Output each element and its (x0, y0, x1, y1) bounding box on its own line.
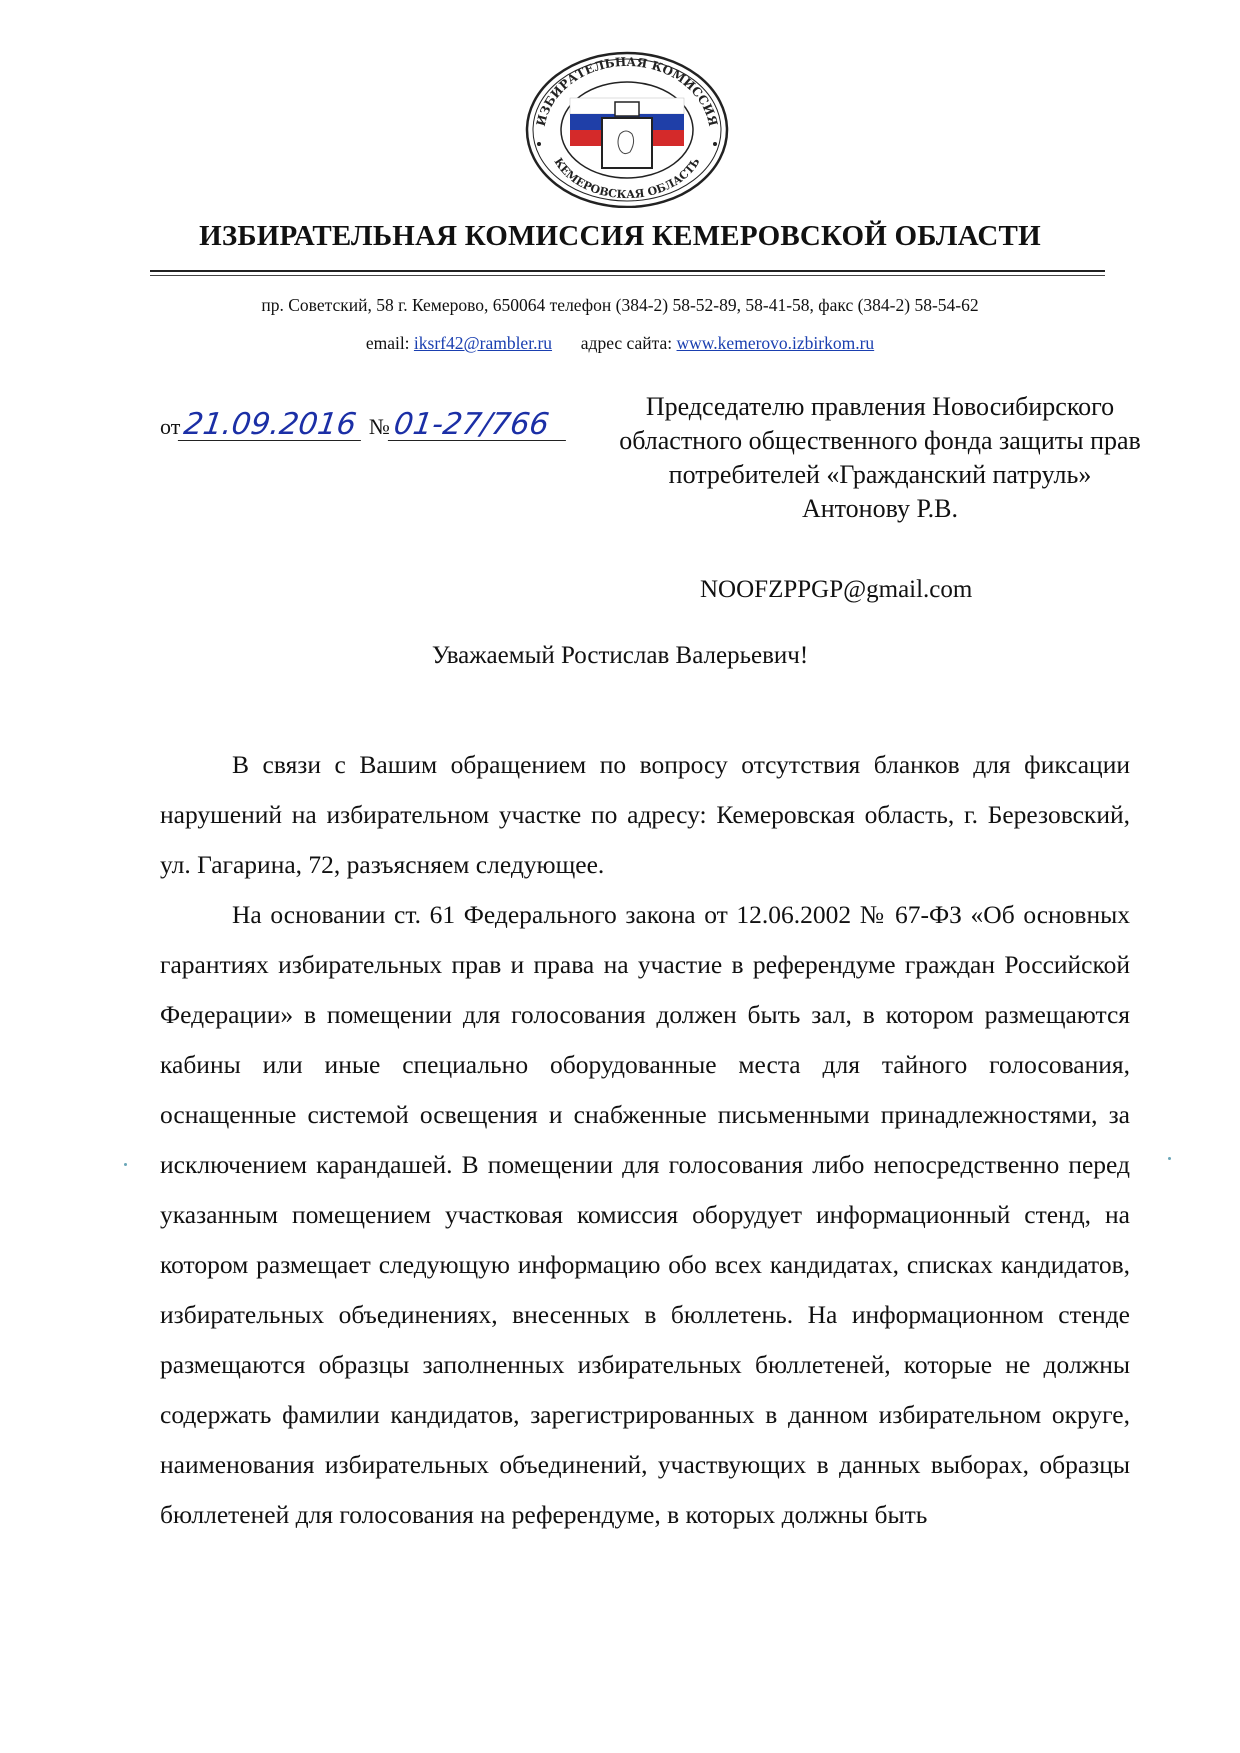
organization-title: ИЗБИРАТЕЛЬНАЯ КОМИССИЯ КЕМЕРОВСКОЙ ОБЛАСТИ (199, 220, 1041, 252)
site-label: адрес сайта: (580, 333, 673, 353)
scan-speck (124, 1163, 127, 1166)
addressee-block (560, 390, 1200, 526)
emblem-text-top: ИЗБИРАТЕЛЬНАЯ КОМИССИЯ (533, 54, 721, 128)
number-label: № (368, 414, 390, 439)
addressee-line-1: Председателю правления Новосибирского (645, 392, 1115, 421)
scan-speck (1168, 1157, 1171, 1160)
contact-line (0, 333, 1240, 354)
header-rule (150, 270, 1105, 272)
greeting: Уважаемый Ростислав Валерьевич! (431, 642, 809, 669)
addressee-line-3: потребителей «Гражданский патруль» (668, 460, 1092, 489)
addressee-line-2: областного общественного фонда защиты прав (619, 426, 1141, 455)
addressee-name: Антонову Р.В. (801, 494, 959, 523)
body-paragraph-1: В связи с Вашим обращением по вопросу отсутствия бланков для фиксации нарушений на избирательном участке по адресу: Кемеровская область, г. Березовский, ул. Гагарина, 72, разъясняем следующее. (160, 750, 1130, 879)
body-paragraph-2: На основании ст. 61 Федерального закона от 12.06.2002 № 67-ФЗ «Об основных гарантиях избирательных прав и права на участие в референдуме граждан Российской Федерации» в помещении для голосования должен быть зал, в котором размещаются кабины или иные специально оборудованные места для тайного голосования, оснащенные системой освещения и снабженные письменными принадлежностями, за исключением карандашей. В помещении для голосования либо непосредственно перед указанным помещением участковая комиссия оборудует информационный стенд, на котором размещает следующую информацию обо всех кандидатах, списках кандидатов, избирательных объединениях, внесенных в бюллетень. На информационном стенде размещаются образцы заполненных избирательных бюллетеней, которые не должны содержать фамилии кандидатов, зарегистрированных в данном избирательном округе, наименования избирательных объединений, участвующих в данных выборах, образцы бюллетеней для голосования на референдуме, в которых должны быть (160, 900, 1130, 1529)
letter-body (160, 740, 1130, 1540)
from-label: от (160, 414, 181, 439)
emblem-text-bottom: КЕМЕРОВСКАЯ ОБЛАСТЬ (551, 155, 703, 202)
recipient-email: NOOFZPPGP@gmail.com (700, 576, 973, 603)
site-link[interactable]: www.kemerovo.izbirkom.ru (676, 333, 875, 353)
election-commission-emblem (522, 48, 732, 208)
letter-date: 21.09.2016 (178, 410, 365, 441)
letter-number: 01-27/766 (388, 410, 570, 441)
email-link[interactable]: iksrf42@rambler.ru (413, 333, 553, 353)
reference-line (160, 407, 568, 442)
email-label: email: (365, 333, 410, 353)
header-rule-thin (150, 275, 1105, 276)
address-line: пр. Советский, 58 г. Кемерово, 650064 телефон (384-2) 58-52-89, 58-41-58, факс (384-2) 58-54-62 (261, 295, 979, 315)
